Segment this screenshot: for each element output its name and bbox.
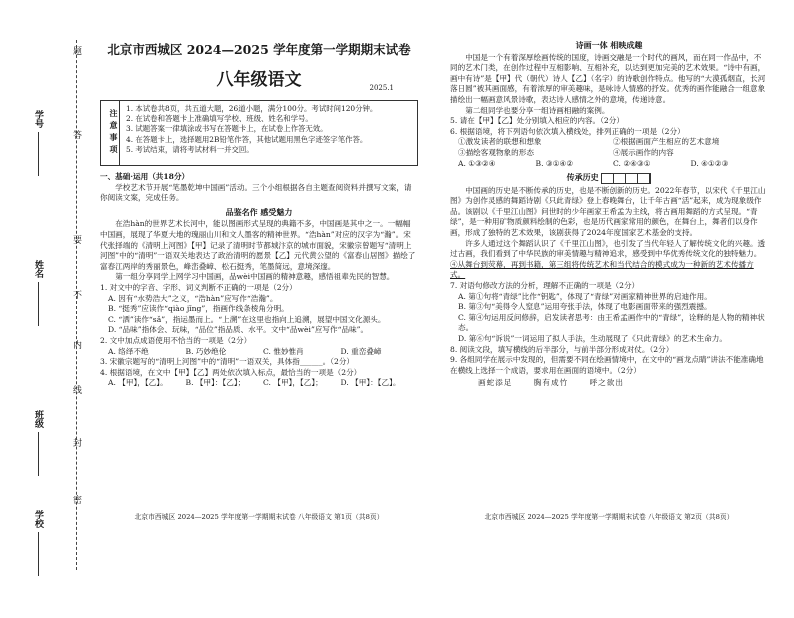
sentence-item: ②根据画面产生相应的艺术意境 [613,137,720,147]
question-6-options [458,159,768,170]
name-label: 姓名 [33,260,43,278]
binding-word-yao: 要 [71,235,81,246]
exam-page-2 [450,40,768,521]
school-label: 学校 [33,510,43,528]
option-c[interactable]: C. “洒”读作“sǎ”，指运墨而上。“上溯”在这里也指向上追溯，展望中国文化源头。 [108,314,386,324]
option-c[interactable]: C. 第④句运用反问修辞，启发读者思考：由王希孟画作中的“青绿”，诠释的是人物的精神状态。 [458,312,765,333]
notice-item: 2. 在试卷和答题卡上准确填写学校、班级、姓名和学号。 [126,114,313,124]
school-field[interactable] [32,510,45,576]
question-3[interactable]: 3. 宋徽宗题写的“清明上河图”中的“清明”一语双关，具体指______。（2分） [100,357,355,367]
question-5-stem: 5. 请在【甲】【乙】处分别填入相应的内容。（2分） [450,116,624,126]
option-d[interactable]: D. 重峦叠嶂 [340,346,382,356]
question-1: 1. 对文中的字音、字形、词义判断不正确的一项是（2分） [100,282,297,292]
reading-passage: 在浩hàn的世界艺术长河中，能以图画形式呈现的典籍不多，中国画是其中之一。一幅幅中国画，展现了华夏大地的瑰丽山川和文人墨客的精神世界。“浩hàn”对应的汉字为“瀚”。宋代张择端的《清明上河图》【甲】记录了清明时节都城汴京的城市面貌，宋徽宗曾题写“清明上河图”中的“清明”一语双关地表达了政治清明的愿景【乙】元代黄公望的《富春山居图》描绘了富春江两岸的秀丽景色，峰峦叠嶂、松石挺秀，笔墨简远，意境深邃。 [100,219,416,271]
option-a[interactable]: A. 因有“水势浩大”之义，“浩hàn”应写作“浩瀚”。 [108,293,278,303]
binding-word-da: 答 [71,130,81,141]
notice-label: 注意事项 [101,101,120,165]
notice-item: 3. 试题答案一律填涂或书写在答题卡上，在试卷上作答无效。 [126,124,328,134]
binding-word-nei: 内 [71,340,81,351]
binding-dashed-line [76,40,77,570]
binding-margin [4,40,96,580]
binding-word-mi: 密 [71,495,81,506]
subject-title: 八年级语文 [216,70,302,90]
notice-item: 4. 在答题卡上，选择题用2B铅笔作答，其他试题用黑色字迹签字笔作答。 [126,134,368,144]
question-6: 6. 根据语境，将下列语句依次填入横线处，排列正确的一项是（2分） [450,126,685,136]
exam-page-1 [100,40,418,521]
answer-boxes[interactable] [601,173,651,184]
group-title: 诗画一体 相映成趣 [575,40,643,50]
question-9: 9. 各组同学在展示中发现的，但需要不同在绘画情境中，在文中的“画龙点睛”讲法不能准确地在横线上选择一个成语，要求用在画面的语境中。（2分） [450,355,764,375]
class-field[interactable] [32,410,45,476]
exam-date: 2025.1 [369,84,394,92]
option-a[interactable]: A. ①③②④ [458,158,496,168]
option-a[interactable]: A. 【甲】，【乙】。 [108,378,168,388]
question-4-options [108,378,418,389]
idiom-choices [478,378,768,389]
binding-word-feng: 封 [71,438,81,449]
reading-passage: 中国画的历史是不断传承的历史，也是不断创新的历史。2022年春节，以宋代《千里江山图》为创作灵感的舞蹈诗剧《只此青绿》登上春晚舞台，让千年古画“活”起来，成为现象级作品。该剧以《千里江山图》问世时的少年画家王希孟为主线，将古画用舞蹈的方式呈现。“青绿”，是一种用矿物质颜料绘制的色彩，也是历代画家常用的颜色，在舞台上，舞者们以身作画，形成了独特的艺术效果，该剧获得了2024年度国家艺术基金的支持。 [450,185,766,237]
option-d[interactable]: D. 【甲】：【乙】。 [340,378,401,388]
option-a[interactable]: A. 第①句将“青绿”比作“钥匙”，体现了“青绿”对画家精神世界的启迪作用。 [458,291,712,301]
option-d[interactable]: D. ④①②③ [690,158,729,168]
page-footer: 北京市西城区 2024—2025 学年度第一学期期末试卷 八年级语文 第1页（共8页） [134,513,384,521]
option-d[interactable]: D. “品味”指体会、玩味，“品位”指品质、水平。文中“品wèi”应写作“品味”。 [108,325,369,335]
exam-subtitle [100,70,418,90]
sentence-item: ①激发读者的联想和想象 [458,137,542,147]
notice-box [100,100,418,166]
binding-word-xian: 线 [71,385,81,396]
binding-word-ti: 题 [71,46,81,57]
notice-item: 1. 本试卷共8页，共五道大题，26道小题，满分100分。考试时间120分钟。 [126,104,378,113]
section-intro: 学校艺术节开展“笔墨乾坤中国画”活动。三个小组根据各自主题查阅资料并撰写文案，请你阅读文案，完成任务。 [100,182,412,203]
group-title [450,172,768,184]
idiom-choice[interactable]: 呼之欲出 [589,378,624,388]
notice-item: 5. 考试结束，请将考试材料一并交回。 [126,144,254,154]
option-a[interactable]: A. 络绎不绝 [108,346,149,356]
idiom-choice[interactable]: 胸有成竹 [533,378,569,388]
group-3-title: 传承历史 [566,172,599,183]
exam-title: 北京市西城区 2024—2025 学年度第一学期期末试卷 [107,42,411,57]
option-b[interactable]: B. “挺秀”应读作“qiào jǐng”，指画作线条棱角分明。 [108,304,289,314]
class-label: 班级 [33,410,43,428]
question-2-options [108,347,418,358]
option-d[interactable]: D. 第⑥句“诉说”一词运用了拟人手法，生动展现了《只此青绿》的艺术生命力。 [458,333,727,343]
group-title: 品鉴名作 感受魅力 [225,206,293,217]
question-5 [450,116,768,127]
option-c[interactable]: C. 惟妙惟肖 [263,346,304,356]
notice-list [120,101,417,165]
option-c[interactable]: C. ②④③① [613,158,651,168]
option-b[interactable]: B. 【甲】：【乙】； [185,378,246,388]
option-b[interactable]: B. 巧妙绝伦 [185,346,227,356]
option-b[interactable]: B. 第③句“美得令人窒息”运用夸张手法，体现了电影画面带来的强烈震撼。 [458,302,712,312]
option-b[interactable]: B. ③①④② [535,158,574,168]
reading-passage-continued: 第二组同学也要分享一组诗画相融的案例。 [465,105,610,115]
sentence-item: ③描绘客观物象的形态 [458,147,534,157]
reading-passage-continued: 第一组分享同学上网学习中国画，品wèi中国画的精神意趣，感悟祖辈先民的智慧。 [115,272,395,282]
underlined-sentence: ④从舞台到荧幕，再到书籍，第三组将传统艺术和当代结合的模式成为一种新的艺术传播方式。 [450,259,754,280]
question-7: 7. 对语句修改方法的分析，理解不正确的一项是（2分） [450,280,640,290]
question-4: 4. 根据语境，在文中【甲】【乙】两处依次填入标点，最恰当的一项是（2分） [100,367,362,377]
sentence-item: ④展示画作的内容 [613,147,674,157]
idiom-choice[interactable]: 画蛇添足 [478,378,513,388]
reading-passage: 中国是一个有着深厚绘画传统的国度，诗画交融是一个时代的画风，而在同一作品中，不同的艺术门类，在创作过程中互相影响、互相补充，以达到更加完美的艺术效果。“诗中有画，画中有诗”是【甲】代（朝代）诗人【乙】（名字）的诗歌创作特点。他写的“大漠孤烟直，长河落日圆”被其画面感，有着浓厚的审美趣味，是咏诗人情感的抒发。优秀的画作能融合一组意象描绘出一幅画意风景诗歌，表达诗人感情之外的意境，传递诗意。 [450,52,766,104]
name-field[interactable] [32,260,45,326]
page-footer: 北京市西城区 2024—2025 学年度第一学期期末试卷 八年级语文 第2页（共8页） [484,513,734,521]
question-8[interactable]: 8. 阅读文段，填写横线的后半部分，与前半部分形成对仗。（2分） [450,344,674,354]
question-2: 2. 文中加点成语使用不恰当的一项是（2分） [100,335,252,345]
student-id-field[interactable] [32,110,45,176]
section-heading: 一、基础·运用（共18分） [100,172,190,181]
reading-passage-continued: 许多人通过这个舞蹈认识了《千里江山图》，也引发了当代年轻人了解传统文化的兴趣。透过古画，我们看到了中华民族的审美情趣与精神追求，感受到中华优秀传统文化的独特魅力。 [450,238,766,259]
question-6-items [458,137,768,158]
student-id-label: 学号 [33,110,43,128]
option-c[interactable]: C. 【甲】，【乙】； [263,378,323,388]
binding-word-bu: 不 [71,290,81,301]
